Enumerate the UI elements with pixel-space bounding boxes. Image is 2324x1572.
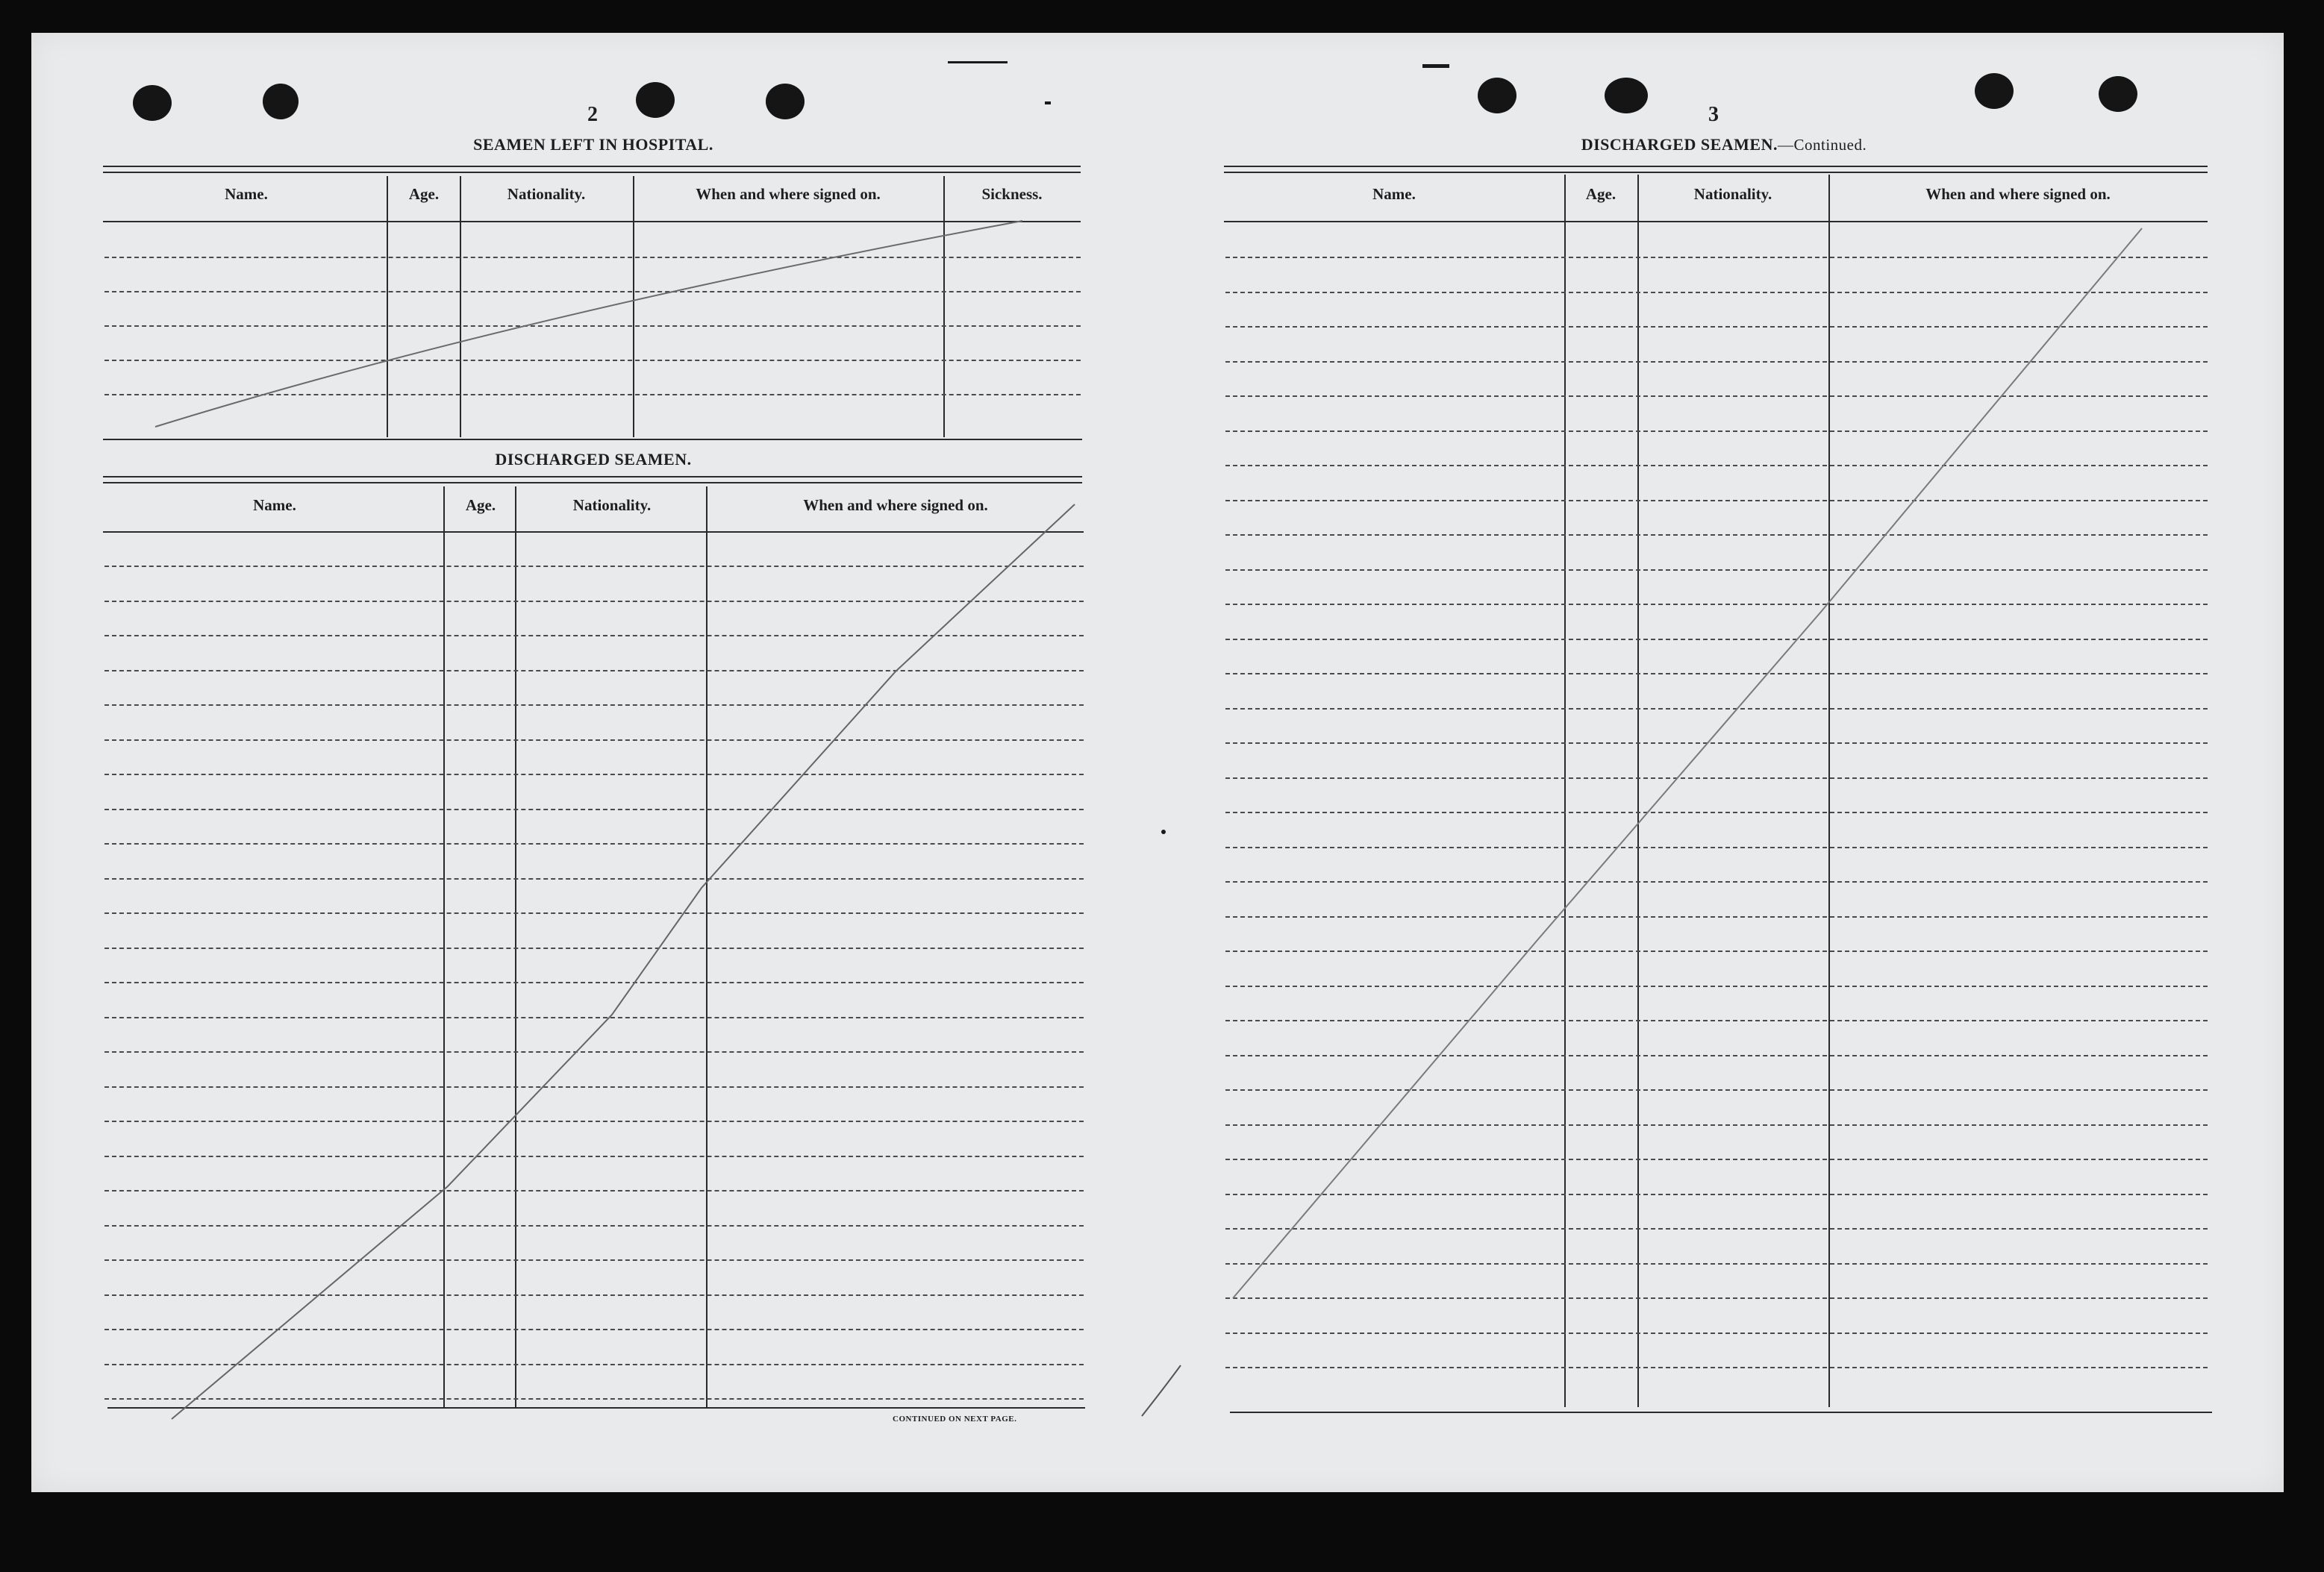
discharged-col-name: Name. [253,496,296,514]
strike-line-right [1233,228,2142,1298]
right-col-name: Name. [1372,185,1416,203]
page-number-right: 3 [1708,103,1719,126]
hospital-col-age: Age. [408,185,440,203]
page-number-left: 2 [587,103,598,126]
hospital-col-nationality: Nationality. [507,185,586,203]
hospital-col-signed-on: When and where signed on. [696,185,881,203]
discharged-col-nationality: Nationality. [572,496,652,514]
discharged-section-title: DISCHARGED SEAMEN. [495,450,692,469]
hospital-section-title: SEAMEN LEFT IN HOSPITAL. [473,135,713,154]
strike-tick-right [1142,1365,1181,1416]
strike-line-hospital [155,221,1022,427]
title-suffix: —Continued. [1778,136,1867,154]
right-col-signed-on: When and where signed on. [1925,185,2111,203]
right-col-nationality: Nationality. [1693,185,1772,203]
hospital-col-name: Name. [225,185,268,203]
strike-line-discharged-left [172,504,1075,1419]
discharged-col-signed-on: When and where signed on. [803,496,988,514]
discharged-col-age: Age. [465,496,496,514]
hospital-col-sickness: Sickness. [981,185,1043,203]
right-col-age: Age. [1585,185,1617,203]
continued-note: CONTINUED ON NEXT PAGE. [893,1415,1017,1424]
title-main: DISCHARGED SEAMEN. [1581,135,1778,154]
